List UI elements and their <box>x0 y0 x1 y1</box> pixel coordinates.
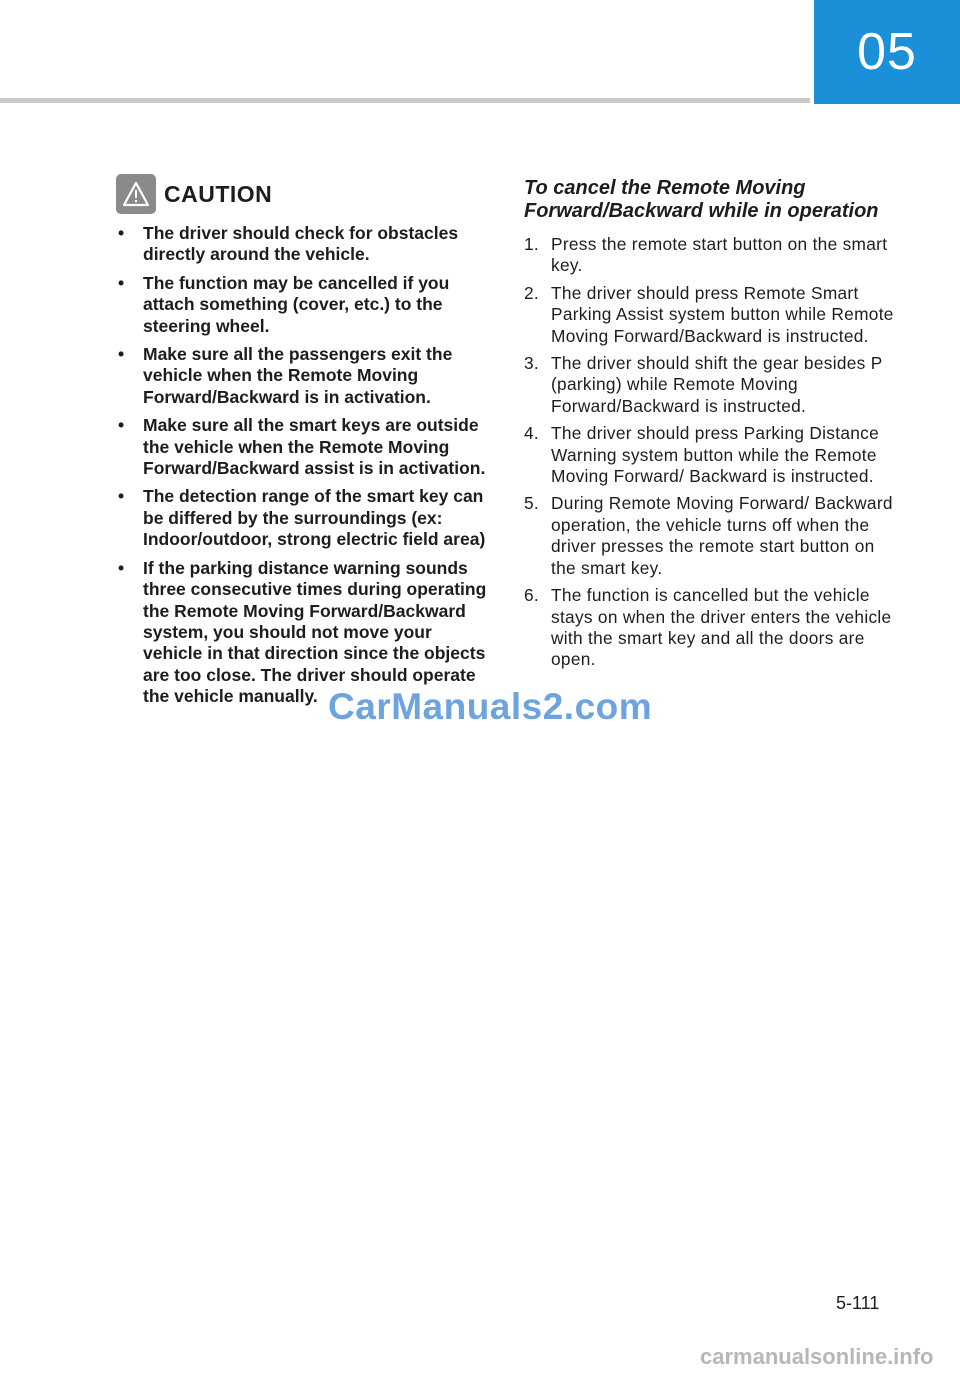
caution-box <box>116 173 492 715</box>
chapter-tab <box>814 0 960 104</box>
page-number: 5-111 <box>836 1293 880 1313</box>
warning-triangle-icon <box>116 174 156 214</box>
caution-title: CAUTION <box>164 180 273 207</box>
header-rule <box>0 98 810 103</box>
caution-item: • Make sure all the passengers exit the vehicle when the Remote Moving Forward/Backward is in activation. <box>118 344 453 407</box>
section-title: To cancel the Remote Moving Forward/Backward while in operation <box>524 177 879 222</box>
steps-list <box>524 234 896 671</box>
watermark: CarManuals2.com <box>328 686 653 727</box>
caution-item: • The function may be cancelled if you attach something (cover, etc.) to the steering wheel. <box>118 272 450 336</box>
step-item: 1. Press the remote start button on the smart key. <box>524 234 888 276</box>
caution-item: • The driver should check for obstacles directly around the vehicle. <box>118 223 459 265</box>
caution-item: • Make sure all the smart keys are outside the vehicle when the Remote Moving Forward/Backward assist is in activation. <box>118 415 486 479</box>
chapter-number: 05 <box>857 23 917 81</box>
caution-item: • If the parking distance warning sounds three consecutive times during operating the Remote Moving Forward/Backward system, you should not move your vehicle in that direction since the objects are too close. The driver should operate the vehicle manually. <box>118 557 487 707</box>
caution-list <box>116 223 492 708</box>
cancel-section <box>524 177 896 677</box>
caution-item: • The detection range of the smart key can be differed by the surroundings (ex: Indoor/outdoor, strong electric field area) <box>118 486 486 550</box>
step-item: 6. The function is cancelled but the vehicle stays on when the driver enters the vehicle with the smart key and all the doors are open. <box>524 585 892 670</box>
caution-header <box>116 173 492 215</box>
step-item: 2. The driver should press Remote Smart Parking Assist system button while Remote Moving Forward/Backward is instructed. <box>524 282 894 346</box>
step-item: 5. During Remote Moving Forward/ Backward operation, the vehicle turns off when the driver presses the remote start button on the smart key. <box>524 493 893 578</box>
step-item: 3. The driver should shift the gear besides P (parking) while Remote Moving Forward/Backward is instructed. <box>524 353 883 416</box>
footer-watermark: carmanualsonline.info <box>700 1344 934 1369</box>
step-item: 4. The driver should press Parking Distance Warning system button while the Remote Moving Forward/ Backward is instructed. <box>524 423 880 487</box>
